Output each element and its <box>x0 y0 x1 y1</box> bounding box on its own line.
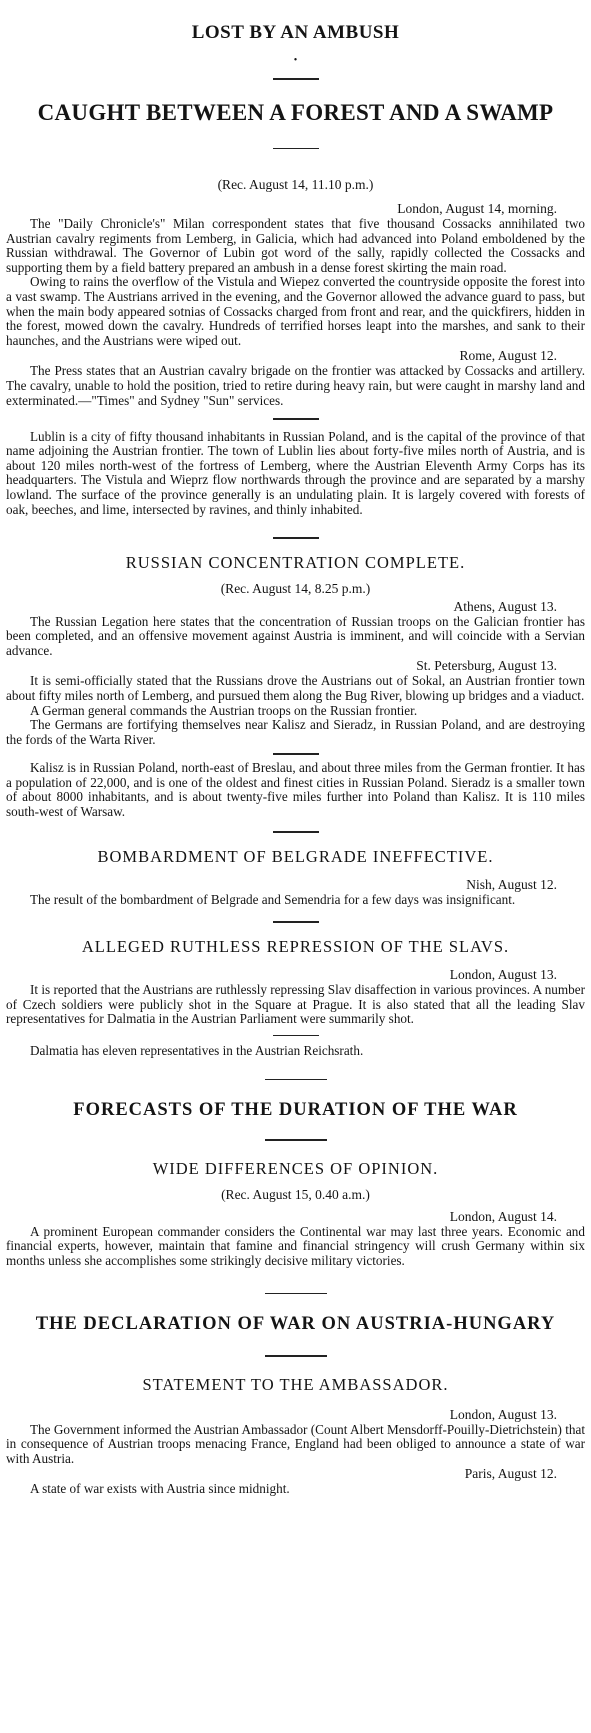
paragraph: The "Daily Chronicle's" Milan correspondent states that five thousand Cossacks annihilated two Austrian cavalry regiments from Lemberg, in Galicia, which had advanced into Poland emboldened by the Russian withdrawal. The Governor of Lubin got word of the sally, rapidly collected the Cossacks and supporting them by a field battery prepared an ambush in a dense forest skirting the main road. <box>6 216 585 275</box>
section-belgrade <box>6 847 585 908</box>
ornament-dot: • <box>293 55 298 66</box>
paragraph: Kalisz is in Russian Poland, north-east of Breslau, and about three miles from the German frontier. It has a population of 22,000, and is one of the oldest and finest cities in Russian Poland. Sieradz is a smaller town of about 8000 inhabitants, and is about twenty-five miles further into Poland than Kalisz. It is 110 miles south-west of Warsaw. <box>6 759 585 819</box>
paragraph: Owing to rains the overflow of the Vistula and Wiepez converted the countryside opposite the forest into a vast swamp. The Austrians arrived in the evening, and the Governor allowed the advance guard to pass, but when the main body appeared sotnias of Cossacks charged from front and rear, and the quickfirers, hidden in the forest, mowed down the cavalry. Hundreds of terrified horses leapt into the marshes, and sank to their haunches, and the Austrians were wiped out. <box>6 274 585 348</box>
paragraph: Dalmatia has eleven representatives in the Austrian Reichsrath. <box>30 1043 364 1059</box>
received-time: (Rec. August 14, 11.10 p.m.) <box>217 177 374 192</box>
paragraph: The Russian Legation here states that the concentration of Russian troops on the Galician frontier has been completed, and an offensive movement against Austria is imminent, and will coincide with a Servian advance. <box>6 613 585 658</box>
paragraph: A German general commands the Austrian troops on the Russian frontier. <box>30 702 418 718</box>
dateline: Paris, August 12. <box>464 1466 557 1482</box>
paragraph: A prominent European commander considers the Continental war may last three years. Economic and financial experts, however, maintain that famine and financial stringency will crush Germany within six months unless she accomplishes some strikingly decisive military victories. <box>6 1223 585 1268</box>
paragraph: Lublin is a city of fifty thousand inhabitants in Russian Poland, and is the capital of the province of that name adjoining the Austrian frontier. The town of Lublin lies about forty-five miles north of Austria, and is about 120 miles north-west of the fortress of Lemberg, where the Austrian Eleventh Army Corps has its headquarters. The Vistula and Wieprz flow northwards through the province and are separated by a marshy lowland. The surface of the province generally is an undulating plain. It is largely covered with forests of oak, beeches, and lime, intersected by ravines, and thinly inhabited. <box>6 428 585 517</box>
paragraph: The Germans are fortifying themselves near Kalisz and Sieradz, in Russian Poland, and are destroying the fords of the Warta River. <box>6 717 585 747</box>
dateline: London, August 13. <box>449 1406 557 1422</box>
divider-rule <box>273 148 319 150</box>
divider-rule <box>265 1079 327 1081</box>
dateline: Nish, August 12. <box>466 876 557 892</box>
section-heading: ALLEGED RUTHLESS REPRESSION OF THE SLAVS. <box>81 936 510 956</box>
dateline: London, August 14, morning. <box>397 201 557 216</box>
divider-rule <box>273 753 319 755</box>
divider-rule <box>265 1355 327 1357</box>
paragraph: The Press states that an Austrian cavalry brigade on the frontier was attacked by Cossacks and artillery. The cavalry, unable to hold the position, tried to retire during heavy rain, but were caught in marshy land and exterminated.—"Times" and Sydney "Sun" services. <box>6 363 585 408</box>
section-heading: RUSSIAN CONCENTRATION COMPLETE. <box>125 552 466 572</box>
section-ambush <box>6 177 585 517</box>
dateline: Rome, August 12. <box>459 348 557 364</box>
divider-rule <box>273 1035 319 1037</box>
dateline: Athens, August 13. <box>453 598 557 614</box>
divider-rule <box>273 537 319 539</box>
article-subtitle: CAUGHT BETWEEN A FOREST AND A SWAMP <box>37 99 554 125</box>
paragraph: It is reported that the Austrians are ruthlessly repressing Slav disaffection in various provinces. A number of Czech soldiers were publicly shot in the Square at Prague. It is also stated that all the leading Slav representatives for Dalmatia in the Austrian Parliament were summarily shot. <box>6 981 585 1027</box>
divider-rule <box>273 921 319 923</box>
section-subheading: WIDE DIFFERENCES OF OPINION. <box>152 1158 439 1178</box>
received-time: (Rec. August 15, 0.40 a.m.) <box>221 1186 370 1202</box>
section-subheading: STATEMENT TO THE AMBASSADOR. <box>142 1374 449 1394</box>
divider-rule <box>265 1293 327 1295</box>
paragraph: A state of war exists with Austria since midnight. <box>30 1481 290 1497</box>
section-heading-large: FORECASTS OF THE DURATION OF THE WAR <box>73 1100 518 1121</box>
paragraph: The Government informed the Austrian Ambassador (Count Albert Mensdorff-Pouilly-Dietrichstein) that in consequence of Austrian troops menacing France, England had been obliged to announce a state of war with Austria. <box>6 1421 585 1466</box>
divider-rule <box>273 78 319 80</box>
section-russian-concentration <box>6 553 585 820</box>
dateline: London, August 14. <box>449 1208 557 1224</box>
dateline: London, August 13. <box>449 966 557 982</box>
divider-rule <box>273 831 319 833</box>
section-declaration <box>6 1314 585 1497</box>
divider-rule <box>273 418 319 420</box>
paragraph: It is semi-officially stated that the Russians drove the Austrians out of Sokal, an Austrian frontier town about fifty miles north of Lemberg, and pursued them along the Bug River, blowing up bridges and a viaduct. <box>6 673 585 704</box>
section-heading: BOMBARDMENT OF BELGRADE INEFFECTIVE. <box>97 846 494 866</box>
divider-rule <box>265 1139 327 1141</box>
section-heading-large: THE DECLARATION OF WAR ON AUSTRIA-HUNGARY <box>35 1314 556 1335</box>
dateline: St. Petersburg, August 13. <box>416 658 557 674</box>
section-forecasts <box>6 1100 585 1268</box>
received-time: (Rec. August 14, 8.25 p.m.) <box>220 580 371 596</box>
article-title: LOST BY AN AMBUSH <box>191 22 400 43</box>
section-slavs <box>6 937 585 1059</box>
paragraph: The result of the bombardment of Belgrade and Semendria for a few days was insignificant. <box>30 891 516 907</box>
